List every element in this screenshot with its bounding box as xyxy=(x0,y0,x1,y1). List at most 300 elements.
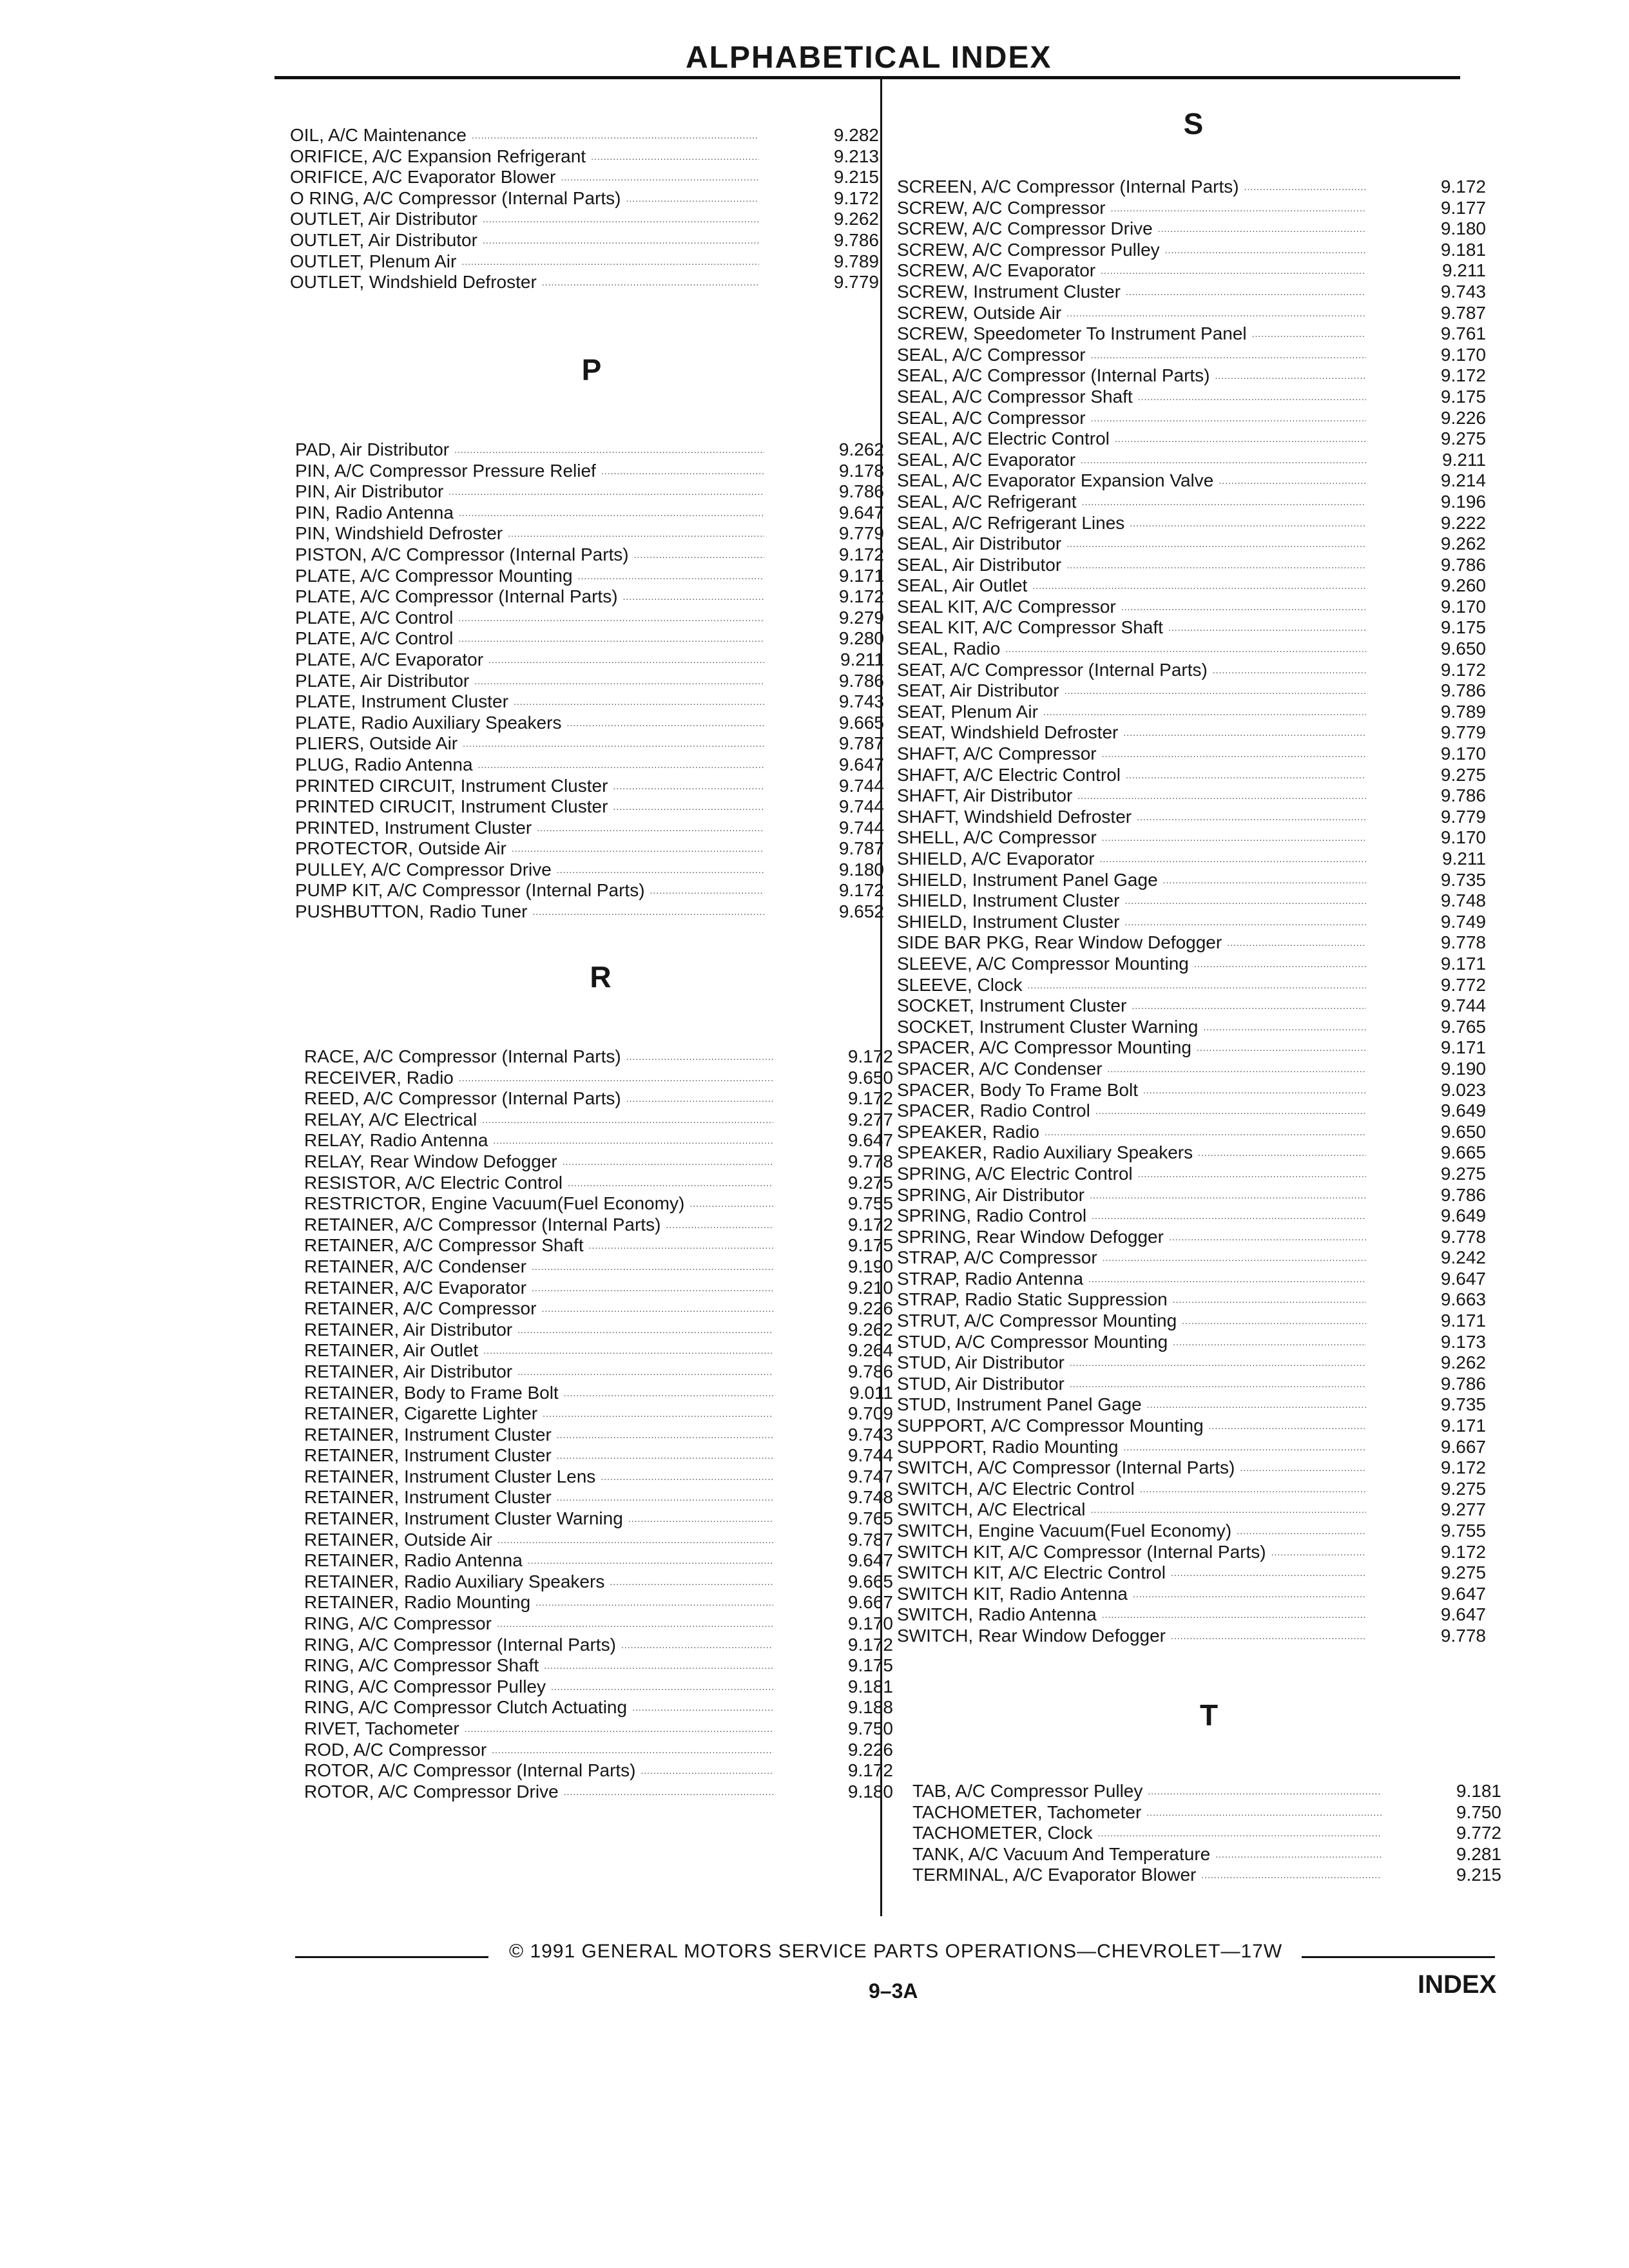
entry-page-number: 9.786 xyxy=(838,481,884,502)
entry-page-number: 9.275 xyxy=(1440,764,1486,785)
entry-page-number: 9.172 xyxy=(847,1046,893,1066)
index-entry xyxy=(295,796,888,818)
entry-label: RING, A/C Compressor Clutch Actuating xyxy=(304,1697,628,1718)
page-number: 9–3A xyxy=(869,1979,918,2003)
section-letter: R xyxy=(590,960,612,994)
entry-label: PUSHBUTTON, Radio Tuner xyxy=(295,901,528,922)
dot-leader xyxy=(578,566,764,587)
index-entry xyxy=(897,912,1490,933)
entry-label: SEAT, Windshield Defroster xyxy=(897,722,1119,743)
dot-leader xyxy=(1032,575,1366,597)
dot-leader xyxy=(1101,260,1366,282)
dot-leader xyxy=(551,1677,773,1698)
index-entry xyxy=(295,818,888,839)
entry-label: PAD, Air Distributor xyxy=(295,439,450,459)
entry-page-number: 9.647 xyxy=(847,1130,893,1151)
dot-leader xyxy=(1132,995,1366,1017)
entry-page-number: 9.172 xyxy=(1440,177,1486,197)
entry-label: STUD, Instrument Panel Gage xyxy=(897,1394,1142,1415)
index-entry xyxy=(897,954,1490,975)
index-entry xyxy=(304,1298,897,1320)
index-entry xyxy=(897,513,1490,534)
index-entry xyxy=(912,1802,1505,1823)
dot-leader xyxy=(1163,870,1366,891)
entry-page-number: 9.778 xyxy=(847,1151,893,1171)
entry-label: PRINTED CIRUCIT, Instrument Cluster xyxy=(295,796,608,817)
section-letter: P xyxy=(581,353,602,387)
entry-label: SWITCH, A/C Compressor (Internal Parts) xyxy=(897,1457,1235,1478)
entry-label: RETAINER, Instrument Cluster Warning xyxy=(304,1508,623,1529)
index-entry xyxy=(304,1425,897,1446)
entry-label: SWITCH, Rear Window Defogger xyxy=(897,1625,1166,1646)
entry-label: PROTECTOR, Outside Air xyxy=(295,838,506,859)
index-entry xyxy=(290,146,883,168)
index-entry xyxy=(304,1110,897,1131)
dot-leader xyxy=(601,1466,773,1488)
dot-leader xyxy=(1201,1865,1382,1886)
index-entry xyxy=(897,450,1490,471)
index-entry xyxy=(897,597,1490,618)
entry-label: PLATE, A/C Evaporator xyxy=(295,649,484,669)
dot-leader xyxy=(589,1235,773,1256)
dot-leader xyxy=(1091,408,1366,429)
dot-leader xyxy=(1194,954,1366,975)
index-entry xyxy=(304,1173,897,1194)
entry-page-number: 9.744 xyxy=(838,796,884,817)
index-entry xyxy=(304,1550,897,1571)
entry-page-number: 9.190 xyxy=(847,1256,893,1276)
entry-label: SHIELD, Instrument Cluster xyxy=(897,911,1120,932)
dot-leader xyxy=(564,1782,773,1803)
dot-leader xyxy=(1138,1164,1366,1185)
entry-page-number: 9.181 xyxy=(1440,239,1486,260)
entry-page-number: 9.744 xyxy=(1440,995,1486,1016)
entry-page-number: 9.172 xyxy=(847,1088,893,1109)
index-entry xyxy=(290,209,883,230)
index-section-o xyxy=(290,125,883,293)
index-entry xyxy=(897,765,1490,786)
entry-page-number: 9.789 xyxy=(1440,701,1486,722)
index-entry xyxy=(304,1088,897,1110)
dot-leader xyxy=(1126,282,1366,303)
dot-leader xyxy=(474,671,764,692)
entry-label: OUTLET, Windshield Defroster xyxy=(290,272,537,293)
index-entry xyxy=(897,1521,1490,1542)
entry-label: PIN, Windshield Defroster xyxy=(295,523,503,544)
dot-leader xyxy=(1090,1185,1366,1206)
dot-leader xyxy=(532,1256,773,1278)
dot-leader xyxy=(1140,1479,1366,1500)
entry-page-number: 9.281 xyxy=(1456,1843,1501,1864)
entry-label: SCREW, A/C Evaporator xyxy=(897,260,1096,281)
entry-label: SEAL, Air Distributor xyxy=(897,554,1062,575)
index-entry xyxy=(897,1374,1490,1395)
entry-page-number: 9.172 xyxy=(847,1214,893,1235)
entry-label: RELAY, Radio Antenna xyxy=(304,1130,488,1151)
entry-page-number: 9.170 xyxy=(1440,827,1486,848)
entry-page-number: 9.744 xyxy=(838,817,884,838)
entry-label: PLATE, A/C Compressor Mounting xyxy=(295,565,573,586)
dot-leader xyxy=(1252,323,1366,345)
entry-label: SOCKET, Instrument Cluster Warning xyxy=(897,1016,1199,1037)
entry-label: RETAINER, Air Distributor xyxy=(304,1319,513,1340)
dot-leader xyxy=(613,776,764,797)
dot-leader xyxy=(1171,1626,1366,1647)
dot-leader xyxy=(566,713,764,734)
entry-label: SCREEN, A/C Compressor (Internal Parts) xyxy=(897,177,1239,197)
index-entry xyxy=(295,566,888,587)
entry-label: SEAL, A/C Evaporator xyxy=(897,449,1076,470)
entry-label: PISTON, A/C Compressor (Internal Parts) xyxy=(295,544,629,564)
entry-page-number: 9.789 xyxy=(833,251,879,271)
dot-leader xyxy=(1070,1374,1366,1395)
dot-leader xyxy=(1133,1584,1366,1605)
entry-label: SEAL, A/C Refrigerant xyxy=(897,491,1077,512)
entry-label: SPACER, Radio Control xyxy=(897,1100,1090,1121)
dot-leader xyxy=(1077,785,1366,807)
index-entry xyxy=(295,671,888,692)
entry-label: SHAFT, Air Distributor xyxy=(897,785,1073,806)
dot-leader xyxy=(483,1340,773,1361)
entry-page-number: 9.709 xyxy=(847,1403,893,1424)
index-entry xyxy=(295,544,888,566)
entry-page-number: 9.181 xyxy=(847,1676,893,1696)
entry-label: PIN, Air Distributor xyxy=(295,481,444,502)
dot-leader xyxy=(478,754,764,776)
entry-label: TACHOMETER, Tachometer xyxy=(912,1802,1142,1822)
entry-page-number: 9.743 xyxy=(847,1424,893,1445)
dot-leader xyxy=(1130,513,1366,534)
entry-page-number: 9.262 xyxy=(847,1319,893,1340)
entry-page-number: 9.262 xyxy=(838,439,884,459)
entry-list xyxy=(290,125,883,293)
entry-page-number: 9.178 xyxy=(838,460,884,481)
entry-label: SHAFT, Windshield Defroster xyxy=(897,806,1132,827)
index-entry xyxy=(304,1215,897,1236)
entry-page-number: 9.647 xyxy=(1440,1268,1486,1289)
entry-label: RETAINER, A/C Compressor xyxy=(304,1298,537,1319)
index-entry xyxy=(304,1677,897,1698)
index-entry xyxy=(304,1782,897,1803)
dot-leader xyxy=(1168,617,1366,639)
entry-page-number: 9.747 xyxy=(847,1466,893,1486)
entry-label: SWITCH, A/C Electrical xyxy=(897,1499,1086,1520)
index-entry xyxy=(304,1361,897,1383)
entry-page-number: 9.214 xyxy=(1440,470,1486,491)
index-entry xyxy=(897,1499,1490,1521)
index-entry xyxy=(897,1457,1490,1479)
entry-label: RETAINER, A/C Compressor (Internal Parts) xyxy=(304,1214,661,1235)
index-entry xyxy=(897,1100,1490,1122)
dot-leader xyxy=(1213,660,1366,681)
entry-page-number: 9.226 xyxy=(1440,407,1486,428)
entry-label: RING, A/C Compressor (Internal Parts) xyxy=(304,1634,616,1655)
dot-leader xyxy=(493,1130,773,1151)
dot-leader xyxy=(1126,765,1366,786)
entry-label: RIVET, Tachometer xyxy=(304,1718,459,1738)
title-rule xyxy=(275,76,1460,79)
dot-leader xyxy=(1102,744,1366,765)
index-entry xyxy=(897,428,1490,450)
entry-label: SEAL, A/C Compressor (Internal Parts) xyxy=(897,365,1210,386)
entry-page-number: 9.667 xyxy=(1440,1436,1486,1457)
entry-page-number: 9.275 xyxy=(1440,428,1486,449)
entry-label: PLUG, Radio Antenna xyxy=(295,754,473,774)
dot-leader xyxy=(1092,1206,1366,1227)
dot-leader xyxy=(1066,303,1366,324)
entry-page-number: 9.172 xyxy=(847,1760,893,1781)
entry-label: SEAL KIT, A/C Compressor xyxy=(897,596,1116,617)
index-entry xyxy=(897,1584,1490,1605)
dot-leader xyxy=(458,608,764,629)
entry-page-number: 9.172 xyxy=(1440,1457,1486,1478)
index-entry xyxy=(304,1068,897,1089)
index-entry xyxy=(897,218,1490,240)
entry-page-number: 9.188 xyxy=(847,1697,893,1718)
entry-page-number: 9.175 xyxy=(1440,617,1486,638)
index-entry xyxy=(897,533,1490,555)
index-entry xyxy=(304,1635,897,1656)
entry-label: SHIELD, A/C Evaporator xyxy=(897,849,1095,869)
dot-leader xyxy=(557,1445,773,1466)
index-entry xyxy=(912,1781,1505,1802)
entry-page-number: 9.779 xyxy=(833,272,879,293)
dot-leader xyxy=(1045,1122,1366,1143)
index-entry xyxy=(290,188,883,209)
entry-page-number: 9.647 xyxy=(847,1550,893,1571)
entry-label: SLEEVE, A/C Compressor Mounting xyxy=(897,953,1189,974)
entry-page-number: 9.172 xyxy=(847,1634,893,1655)
section-tag: INDEX xyxy=(1418,1970,1497,1999)
entry-label: SPRING, Radio Control xyxy=(897,1206,1087,1226)
entry-page-number: 9.180 xyxy=(1440,218,1486,239)
entry-page-number: 9.786 xyxy=(847,1361,893,1381)
dot-leader xyxy=(1124,912,1366,933)
index-entry xyxy=(897,555,1490,576)
dot-leader xyxy=(459,1068,773,1089)
index-entry xyxy=(304,1278,897,1299)
dot-leader xyxy=(626,188,759,209)
dot-leader xyxy=(1271,1542,1366,1563)
entry-page-number: 9.213 xyxy=(833,146,879,166)
entry-label: SWITCH, A/C Electric Control xyxy=(897,1478,1135,1499)
index-entry xyxy=(897,932,1490,954)
entry-page-number: 9.262 xyxy=(833,209,879,229)
entry-label: SPRING, A/C Electric Control xyxy=(897,1163,1133,1184)
index-entry xyxy=(897,387,1490,408)
entry-label: PIN, A/C Compressor Pressure Relief xyxy=(295,460,596,481)
section-letter: S xyxy=(1183,107,1204,140)
entry-page-number: 9.172 xyxy=(838,880,884,901)
dot-leader xyxy=(557,1487,773,1508)
index-entry xyxy=(290,251,883,273)
entry-label: STRAP, Radio Antenna xyxy=(897,1268,1084,1289)
index-entry xyxy=(897,617,1490,639)
entry-page-number: 9.787 xyxy=(838,838,884,859)
entry-label: RESISTOR, A/C Electric Control xyxy=(304,1172,563,1193)
entry-label: SHAFT, A/C Compressor xyxy=(897,744,1097,764)
dot-leader xyxy=(542,272,759,293)
index-entry xyxy=(897,702,1490,723)
entry-page-number: 9.779 xyxy=(838,523,884,544)
index-entry xyxy=(897,744,1490,765)
dot-leader xyxy=(459,503,764,524)
entry-label: SWITCH KIT, Radio Antenna xyxy=(897,1583,1128,1604)
dot-leader xyxy=(508,523,764,544)
entry-page-number: 9.744 xyxy=(847,1445,893,1466)
dot-leader xyxy=(1138,387,1366,408)
entry-label: RESTRICTOR, Engine Vacuum(Fuel Economy) xyxy=(304,1193,685,1214)
entry-page-number: 9.175 xyxy=(847,1655,893,1676)
entry-page-number: 9.787 xyxy=(838,733,884,754)
entry-page-number: 9.171 xyxy=(1440,1311,1486,1331)
entry-label: SCREW, Outside Air xyxy=(897,302,1062,323)
index-entry xyxy=(897,639,1490,660)
dot-leader xyxy=(1070,1352,1366,1374)
index-entry xyxy=(295,608,888,629)
entry-label: ROTOR, A/C Compressor (Internal Parts) xyxy=(304,1760,636,1781)
index-entry xyxy=(304,1445,897,1466)
entry-label: RING, A/C Compressor xyxy=(304,1613,492,1634)
entry-label: PLATE, A/C Compressor (Internal Parts) xyxy=(295,586,618,607)
index-entry xyxy=(295,901,888,923)
dot-leader xyxy=(1111,198,1366,219)
dot-leader xyxy=(1237,1521,1366,1542)
entry-page-number: 9.761 xyxy=(1440,323,1486,344)
dot-leader xyxy=(465,1718,773,1740)
dot-leader xyxy=(533,901,765,923)
dot-leader xyxy=(544,1655,773,1677)
entry-label: SHIELD, Instrument Cluster xyxy=(897,890,1120,911)
entry-page-number: 9.210 xyxy=(847,1277,893,1298)
entry-label: RETAINER, Outside Air xyxy=(304,1529,493,1550)
index-entry xyxy=(295,461,888,482)
entry-page-number: 9.786 xyxy=(1440,1373,1486,1394)
entry-page-number: 9.275 xyxy=(1440,1163,1486,1184)
entry-page-number: 9.650 xyxy=(847,1067,893,1088)
entry-page-number: 9.170 xyxy=(1440,596,1486,617)
index-entry xyxy=(897,345,1490,366)
entry-page-number: 9.772 xyxy=(1456,1823,1501,1843)
index-section-s xyxy=(897,107,1490,1647)
index-section-p xyxy=(295,353,888,923)
entry-page-number: 9.778 xyxy=(1440,932,1486,953)
entry-page-number: 9.262 xyxy=(1440,1352,1486,1373)
index-entry xyxy=(304,1592,897,1613)
entry-label: OUTLET, Air Distributor xyxy=(290,209,477,229)
index-entry xyxy=(304,1193,897,1215)
entry-page-number: 9.211 xyxy=(1442,849,1486,869)
dot-leader xyxy=(634,544,764,566)
dot-leader xyxy=(641,1760,774,1782)
dot-leader xyxy=(1147,1394,1366,1416)
entry-label: RETAINER, A/C Evaporator xyxy=(304,1277,526,1298)
index-entry xyxy=(897,890,1490,912)
entry-label: SIDE BAR PKG, Rear Window Defogger xyxy=(897,932,1222,953)
dot-leader xyxy=(623,586,764,608)
entry-label: PLIERS, Outside Air xyxy=(295,733,458,754)
entry-label: RETAINER, A/C Condenser xyxy=(304,1256,526,1276)
entry-page-number: 9.750 xyxy=(847,1718,893,1738)
entry-page-number: 9.170 xyxy=(1440,344,1486,365)
dot-leader xyxy=(1203,1017,1366,1038)
dot-leader xyxy=(601,461,764,482)
index-entry xyxy=(897,827,1490,849)
entry-page-number: 9.787 xyxy=(1440,302,1486,323)
index-entry xyxy=(897,408,1490,429)
entry-page-number: 9.211 xyxy=(1442,449,1486,470)
dot-leader xyxy=(1215,365,1366,387)
index-section-t xyxy=(912,1698,1505,1886)
dot-leader xyxy=(1198,1142,1366,1164)
entry-page-number: 9.779 xyxy=(1440,806,1486,827)
entry-label: SPACER, A/C Condenser xyxy=(897,1058,1103,1079)
dot-leader xyxy=(1108,1059,1366,1080)
dot-leader xyxy=(626,1088,773,1110)
entry-label: SEAL, A/C Compressor xyxy=(897,344,1086,365)
entry-page-number: 9.744 xyxy=(838,775,884,796)
entry-page-number: 9.650 xyxy=(1440,1121,1486,1142)
entry-label: SEAL, A/C Refrigerant Lines xyxy=(897,512,1125,533)
entry-page-number: 9.264 xyxy=(847,1340,893,1361)
index-entry xyxy=(897,785,1490,807)
entry-page-number: 9.177 xyxy=(1440,197,1486,218)
dot-leader xyxy=(1115,428,1366,450)
entry-label: RECEIVER, Radio xyxy=(304,1067,454,1088)
dot-leader xyxy=(591,146,759,168)
dot-leader xyxy=(1091,345,1366,366)
entry-label: SPACER, A/C Compressor Mounting xyxy=(897,1037,1191,1058)
index-entry xyxy=(295,713,888,734)
entry-label: OUTLET, Air Distributor xyxy=(290,229,477,250)
entry-label: RETAINER, Instrument Cluster xyxy=(304,1487,552,1508)
entry-label: SUPPORT, A/C Compressor Mounting xyxy=(897,1416,1204,1436)
dot-leader xyxy=(537,818,764,839)
entry-label: SEAL, A/C Electric Control xyxy=(897,428,1110,449)
entry-page-number: 9.211 xyxy=(1442,260,1486,281)
index-entry xyxy=(304,1760,897,1782)
index-entry xyxy=(897,1206,1490,1227)
index-entry xyxy=(304,1466,897,1488)
entry-page-number: 9.786 xyxy=(1440,554,1486,575)
dot-leader xyxy=(626,1046,773,1068)
dot-leader xyxy=(1148,1781,1382,1802)
index-entry xyxy=(897,722,1490,744)
entry-page-number: 9.175 xyxy=(847,1235,893,1256)
entry-label: PULLEY, A/C Compressor Drive xyxy=(295,859,552,879)
index-entry xyxy=(295,860,888,881)
index-entry xyxy=(897,807,1490,828)
entry-label: STRAP, Radio Static Suppression xyxy=(897,1289,1168,1310)
entry-label: SCREW, A/C Compressor Pulley xyxy=(897,239,1160,260)
entry-page-number: 9.172 xyxy=(1440,659,1486,680)
index-entry xyxy=(295,503,888,524)
index-entry xyxy=(897,975,1490,996)
index-entry xyxy=(290,167,883,188)
dot-leader xyxy=(1102,1604,1366,1626)
index-entry xyxy=(304,1383,897,1404)
index-entry xyxy=(295,523,888,544)
index-entry xyxy=(304,1403,897,1425)
index-entry xyxy=(304,1340,897,1361)
index-entry xyxy=(897,849,1490,870)
entry-label: SEAL, A/C Compressor xyxy=(897,407,1086,428)
entry-page-number: 9.171 xyxy=(1440,953,1486,974)
entry-page-number: 9.755 xyxy=(1440,1521,1486,1541)
entry-label: SPRING, Rear Window Defogger xyxy=(897,1226,1164,1247)
entry-page-number: 9.280 xyxy=(838,628,884,649)
section-letter: T xyxy=(1199,1698,1219,1732)
